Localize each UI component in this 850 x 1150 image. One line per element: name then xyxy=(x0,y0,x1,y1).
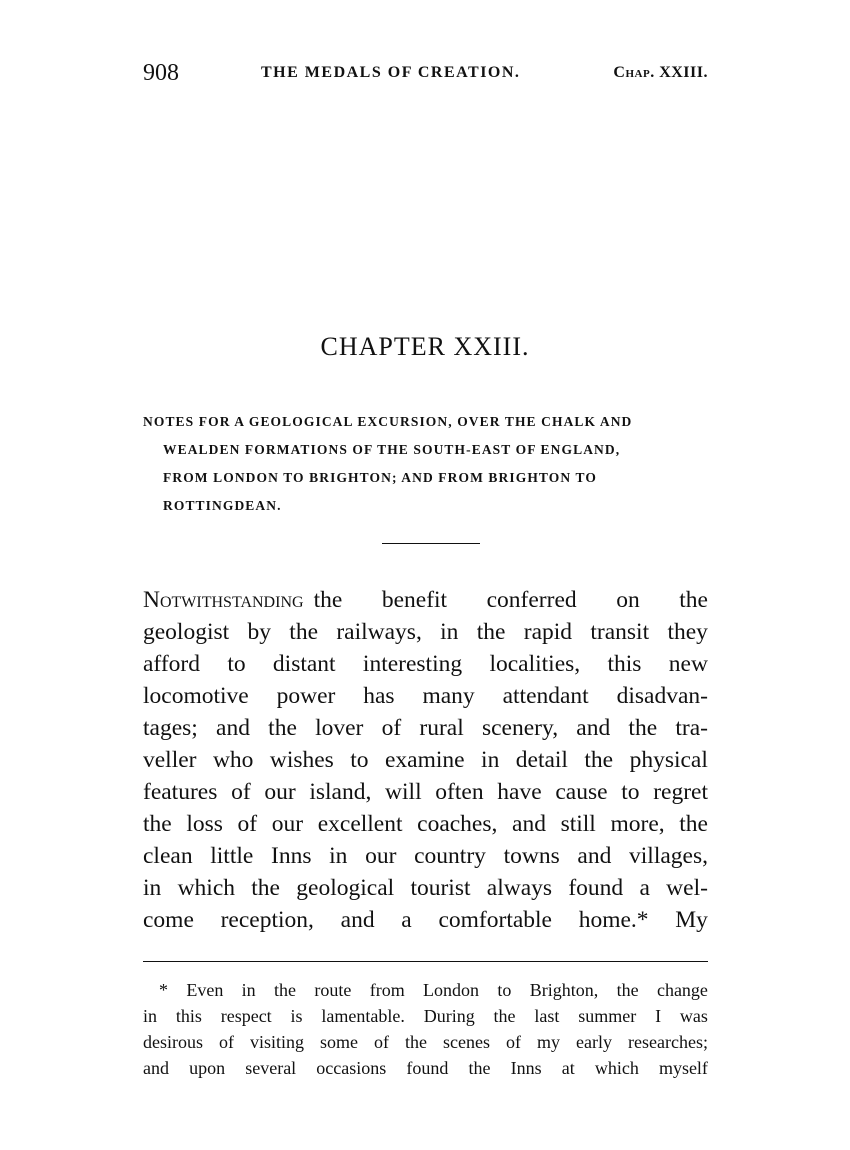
word: my xyxy=(537,1032,561,1052)
word: benefit xyxy=(381,587,448,613)
word: tra- xyxy=(675,715,708,741)
word: Inns xyxy=(271,843,312,869)
word: wishes xyxy=(269,747,334,773)
word: was xyxy=(679,1006,708,1026)
word: myself xyxy=(658,1058,708,1078)
word: cause xyxy=(555,779,608,805)
word: our xyxy=(271,811,304,837)
word: clean xyxy=(143,843,193,869)
word: interesting xyxy=(362,651,463,677)
word: reception, xyxy=(220,907,314,933)
word: Even xyxy=(186,980,224,1000)
word: tages; xyxy=(143,715,198,741)
word: in xyxy=(143,1006,158,1026)
word: always xyxy=(486,875,553,901)
word: which xyxy=(594,1058,639,1078)
word: little xyxy=(210,843,254,869)
word: the xyxy=(493,1006,516,1026)
word: I xyxy=(655,1006,662,1026)
word: to xyxy=(621,779,640,805)
text-line xyxy=(143,904,708,936)
word: found xyxy=(568,875,624,901)
word: During xyxy=(423,1006,475,1026)
word: many xyxy=(422,683,475,709)
chapter-subtitle xyxy=(143,408,708,520)
word: detail xyxy=(515,747,568,773)
word: a xyxy=(401,907,412,933)
word: at xyxy=(561,1058,575,1078)
word: the xyxy=(289,619,319,645)
word: rapid xyxy=(523,619,573,645)
word: of xyxy=(237,811,258,837)
word: in xyxy=(440,619,459,645)
word: summer xyxy=(578,1006,637,1026)
text-line xyxy=(143,616,708,648)
word: of xyxy=(219,1032,234,1052)
word: the xyxy=(584,747,614,773)
word: of xyxy=(231,779,251,805)
word: geologist xyxy=(143,619,230,645)
word: island, xyxy=(309,779,372,805)
word: and xyxy=(576,715,611,741)
text-line xyxy=(143,648,708,680)
word: locomotive xyxy=(143,683,249,709)
word: early xyxy=(576,1032,612,1052)
opening-word: Notwithstanding xyxy=(143,587,304,613)
subtitle-line: ROTTINGDEAN. xyxy=(163,498,282,513)
word: found xyxy=(406,1058,449,1078)
word: veller xyxy=(143,747,197,773)
word: in xyxy=(329,843,348,869)
text-line xyxy=(143,840,708,872)
word: Inns xyxy=(510,1058,542,1078)
word: they xyxy=(667,619,708,645)
word: disadvan- xyxy=(616,683,708,709)
word: towns xyxy=(503,843,560,869)
text-line xyxy=(143,712,708,744)
word: occasions xyxy=(316,1058,387,1078)
word: some xyxy=(320,1032,359,1052)
word: tourist xyxy=(410,875,471,901)
word: afford xyxy=(143,651,200,677)
subtitle-line: WEALDEN FORMATIONS OF THE SOUTH-EAST OF ENGLAND, xyxy=(163,442,621,457)
word: coaches, xyxy=(417,811,498,837)
running-header xyxy=(143,60,708,92)
footnote-line xyxy=(143,1029,708,1055)
word: from xyxy=(369,980,405,1000)
word: and xyxy=(216,715,250,741)
word: geological xyxy=(296,875,395,901)
word: * xyxy=(159,980,168,1000)
word: scenes xyxy=(443,1032,490,1052)
word: this xyxy=(175,1006,202,1026)
word: in xyxy=(481,747,500,773)
text-line xyxy=(143,808,708,840)
word: researches; xyxy=(628,1032,708,1052)
word: of xyxy=(506,1032,521,1052)
word: our xyxy=(365,843,397,869)
text-line xyxy=(143,680,708,712)
word: a xyxy=(639,875,650,901)
text-line xyxy=(143,584,708,616)
word: the xyxy=(313,587,343,613)
word: more, xyxy=(610,811,665,837)
word: the xyxy=(251,875,280,901)
word: come xyxy=(143,907,194,933)
word: has xyxy=(363,683,395,709)
word: will xyxy=(385,779,422,805)
word: is xyxy=(290,1006,303,1026)
word: and xyxy=(340,907,375,933)
text-line xyxy=(143,872,708,904)
word: to xyxy=(350,747,369,773)
word: Brighton, xyxy=(529,980,599,1000)
word: to xyxy=(227,651,246,677)
word: country xyxy=(414,843,486,869)
word: home.* xyxy=(578,907,649,933)
word: the xyxy=(679,587,708,613)
word: upon xyxy=(189,1058,226,1078)
word: the xyxy=(616,980,639,1000)
section-divider xyxy=(382,543,480,544)
word: to xyxy=(497,980,512,1000)
word: regret xyxy=(653,779,708,805)
word: visiting xyxy=(250,1032,305,1052)
word: physical xyxy=(629,747,708,773)
running-title: THE MEDALS OF CREATION. xyxy=(261,64,521,81)
word: the xyxy=(268,715,297,741)
word: still xyxy=(560,811,596,837)
word: the xyxy=(476,619,506,645)
word: lamentable. xyxy=(321,1006,405,1026)
word: and xyxy=(577,843,612,869)
word: wel- xyxy=(666,875,708,901)
word: London xyxy=(423,980,480,1000)
word: of xyxy=(381,715,402,741)
word: transit xyxy=(590,619,650,645)
word: our xyxy=(264,779,296,805)
word: power xyxy=(276,683,336,709)
word: scenery, xyxy=(481,715,559,741)
word: who xyxy=(212,747,254,773)
word: change xyxy=(656,980,708,1000)
word: several xyxy=(245,1058,297,1078)
word: the xyxy=(679,811,708,837)
text-line xyxy=(143,776,708,808)
footnote-line xyxy=(143,977,708,1003)
body-paragraph xyxy=(143,584,708,936)
word: loss xyxy=(186,811,223,837)
word: distant xyxy=(272,651,336,677)
word: conferred xyxy=(486,587,577,613)
chapter-heading: CHAPTER XXIII. xyxy=(320,332,530,361)
subtitle-line: FROM LONDON TO BRIGHTON; AND FROM BRIGHTON TO xyxy=(163,470,597,485)
word: often xyxy=(435,779,484,805)
word: of xyxy=(374,1032,390,1052)
text-line xyxy=(143,744,708,776)
footnote-divider xyxy=(143,961,708,962)
word: on xyxy=(616,587,640,613)
word: and xyxy=(512,811,546,837)
word: the xyxy=(628,715,658,741)
word: railways, xyxy=(336,619,422,645)
footnote xyxy=(143,977,708,1081)
word: My xyxy=(675,907,708,933)
footnote-line xyxy=(143,1055,708,1081)
word: respect xyxy=(220,1006,272,1026)
page-number: 908 xyxy=(143,60,179,86)
word: route xyxy=(314,980,352,1000)
word: attendant xyxy=(502,683,589,709)
word: examine xyxy=(385,747,465,773)
word: rural xyxy=(419,715,464,741)
word: villages, xyxy=(629,843,708,869)
word: desirous xyxy=(143,1032,203,1052)
subtitle-line: NOTES FOR A GEOLOGICAL EXCURSION, OVER THE CHALK AND xyxy=(143,414,633,429)
word: which xyxy=(177,875,235,901)
word: new xyxy=(668,651,708,677)
word: last xyxy=(534,1006,560,1026)
word: the xyxy=(468,1058,491,1078)
word: in xyxy=(241,980,256,1000)
word: features xyxy=(143,779,218,805)
footnote-line xyxy=(143,1003,708,1029)
word: the xyxy=(274,980,297,1000)
word: excellent xyxy=(317,811,403,837)
word: the xyxy=(143,811,172,837)
word: localities, xyxy=(489,651,581,677)
word: in xyxy=(143,875,162,901)
word: this xyxy=(607,651,642,677)
word: the xyxy=(405,1032,428,1052)
word: lover xyxy=(315,715,364,741)
word: comfortable xyxy=(438,907,552,933)
word: by xyxy=(247,619,271,645)
word: and xyxy=(143,1058,169,1078)
running-chapter: Chap. XXIII. xyxy=(613,64,708,81)
word: have xyxy=(497,779,542,805)
text-line-rest xyxy=(304,584,708,616)
